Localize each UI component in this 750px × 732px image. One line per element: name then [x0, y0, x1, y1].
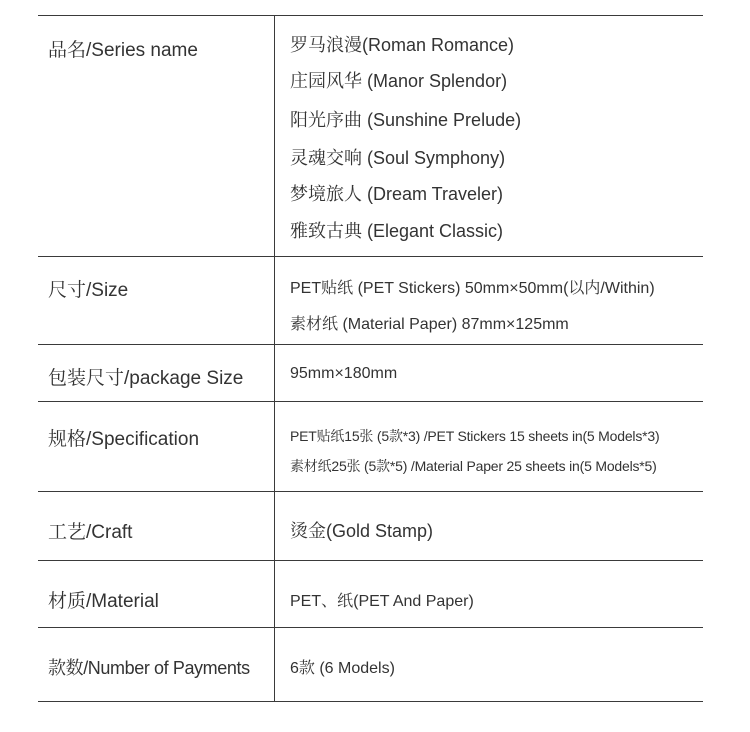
- material-value: PET、纸(PET And Paper): [290, 593, 474, 610]
- column-divider: [274, 15, 275, 701]
- table-rule: [38, 256, 703, 257]
- size-label: 尺寸/Size: [48, 280, 129, 301]
- specification-label: 规格/Specification: [48, 429, 200, 450]
- craft-value: 烫金(Gold Stamp): [290, 521, 434, 541]
- table-rule: [38, 401, 703, 402]
- table-rule: [38, 560, 703, 561]
- specification-value: 素材纸25张 (5款*5) /Material Paper 25 sheets in(5 Models*5): [290, 458, 657, 474]
- size-value: PET贴纸 (PET Stickers) 50mm×50mm(以内/Within): [290, 280, 655, 297]
- table-rule: [38, 627, 703, 628]
- series-name-value: 灵魂交响 (Soul Symphony): [290, 148, 506, 168]
- series-name-label: 品名/Series name: [48, 40, 198, 61]
- table-rule-top: [38, 15, 703, 16]
- size-value: 素材纸 (Material Paper) 87mm×125mm: [290, 316, 569, 333]
- table-rule-bottom: [38, 701, 703, 702]
- package-size-value: 95mm×180mm: [290, 365, 398, 382]
- material-label: 材质/Material: [48, 591, 159, 612]
- number-of-payments-label: 款数/Number of Payments: [48, 658, 250, 678]
- table-rule: [38, 344, 703, 345]
- number-of-payments-value: 6款 (6 Models): [290, 660, 395, 677]
- craft-label: 工艺/Craft: [48, 522, 133, 543]
- table-rule: [38, 491, 703, 492]
- series-name-value: 梦境旅人 (Dream Traveler): [290, 184, 504, 204]
- series-name-value: 庄园风华 (Manor Splendor): [290, 71, 508, 91]
- series-name-value: 罗马浪漫(Roman Romance): [290, 35, 515, 55]
- series-name-value: 阳光序曲 (Sunshine Prelude): [290, 110, 522, 130]
- package-size-label: 包装尺寸/package Size: [48, 368, 244, 389]
- series-name-value: 雅致古典 (Elegant Classic): [290, 221, 504, 241]
- specification-value: PET贴纸15张 (5款*3) /PET Stickers 15 sheets in(5 Models*3): [290, 428, 660, 444]
